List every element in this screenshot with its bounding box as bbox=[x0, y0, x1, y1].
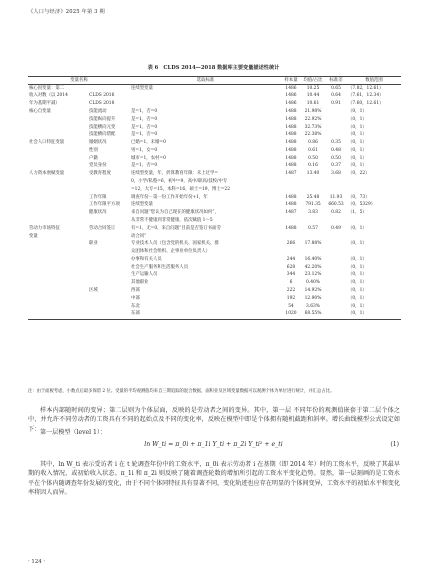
row-subcategory bbox=[88, 186, 130, 194]
equation: ln W_ti = π_0i + π_1i Y_ti + π_2i Y_ti² + e_ti bbox=[144, 441, 283, 448]
row-std-dev: 0.65 bbox=[331, 85, 341, 91]
row-range: （0，73） bbox=[348, 194, 370, 200]
row-category bbox=[28, 303, 88, 311]
row-mean-share bbox=[301, 217, 325, 225]
row-range: （0，1） bbox=[348, 116, 367, 122]
table-row bbox=[28, 295, 401, 303]
row-category bbox=[28, 124, 88, 132]
row-definition: 男=1，女=0 bbox=[131, 147, 158, 153]
row-std-dev bbox=[325, 186, 347, 194]
row-definition: 办事和有关人员 bbox=[131, 256, 162, 262]
row-sample-size: 1486 bbox=[285, 85, 297, 91]
row-mean-share: 10.61 bbox=[306, 101, 320, 107]
row-category bbox=[28, 272, 88, 280]
row-subcategory bbox=[88, 217, 130, 225]
col-header-range: 数值范围 bbox=[347, 77, 401, 85]
row-sample-size bbox=[281, 217, 301, 225]
row-subcategory: 工作年限平方项 bbox=[89, 202, 120, 208]
table-row bbox=[28, 101, 401, 109]
row-std-dev: 0.91 bbox=[331, 101, 341, 107]
section-heading: 第一层模型（level 1）： bbox=[40, 429, 107, 436]
table-row bbox=[28, 132, 401, 140]
row-mean-share: 0.61 bbox=[308, 147, 318, 153]
row-range: （7.61，12.34） bbox=[348, 93, 384, 99]
row-category: 年为基期平减） bbox=[29, 101, 60, 107]
row-std-dev: 660.53 bbox=[328, 202, 344, 208]
row-definition: 动合同” bbox=[131, 233, 147, 239]
table-row bbox=[28, 280, 401, 288]
row-mean-share: 25.48 bbox=[306, 194, 320, 200]
row-definition: 连续型变量 bbox=[131, 85, 153, 91]
row-range bbox=[347, 186, 401, 194]
row-definition: 西部 bbox=[131, 287, 140, 293]
row-subcategory: 户籍 bbox=[89, 155, 98, 161]
row-sample-size bbox=[281, 248, 301, 256]
row-definition: 来自问题“您认为自己现在的健康状况如何”， bbox=[131, 210, 219, 216]
row-std-dev bbox=[325, 178, 347, 186]
page-number: · 124 · bbox=[28, 559, 46, 565]
row-std-dev bbox=[325, 295, 347, 303]
row-subcategory bbox=[88, 272, 130, 280]
row-definition: 城市=1，农村=0 bbox=[131, 155, 166, 161]
row-sample-size: 1488 bbox=[285, 202, 297, 208]
row-subcategory: 技能横向元变 bbox=[89, 124, 116, 130]
table-note: 注：由于面板考虑，小数点后最多保留 2 位。受量的平均观测值均来自三期追踪的混合数据，面积业及区域变量数据可以观测个体为单位进行统计，并汇总占比。 bbox=[28, 389, 335, 394]
row-std-dev bbox=[325, 311, 347, 319]
table-row bbox=[28, 264, 401, 272]
row-std-dev bbox=[325, 280, 347, 288]
body-paragraph: 样本内部随时间的变异；第二层则为个体层面，反映的是劳动者之间的变异。其中，第一层 不同年份的观测值嵌套于第二层个体之中，并允许不同劳动者的工资具有不同的起始点及不同的变化率，反映在模型中即是个体拥有随机截距和斜率。增长曲线模型公式设定如下： bbox=[28, 407, 400, 433]
row-sample-size: 1486 bbox=[285, 101, 297, 107]
table-row bbox=[28, 272, 401, 280]
row-sample-size: 244 bbox=[286, 256, 296, 262]
row-definition: 东部 bbox=[130, 311, 281, 319]
row-mean-share: 23.12% bbox=[304, 272, 322, 278]
row-std-dev: 0.37 bbox=[331, 163, 341, 169]
table-row bbox=[28, 311, 401, 319]
row-mean-share: 0.86 bbox=[308, 140, 318, 146]
row-range: （7.82，12.61） bbox=[348, 85, 384, 91]
body-paragraph: 其中，ln W_ti 表示受访者 i 在 t 轮调查年份中的工资水平，π_0i 表示劳动者 i 在基期（即 2014 年）时的工资水平，反映了其最早期的收入情况，或初始收入状态。π_1i 和 π_2i 则反映了随着调查轮数的增加所引起的工资水平变化趋势。显然，第一层刻画的是工资水平在个体内随调查年份发展的变化，由于不同个体同特征具有显著不同，变化轨迹也应存在明显的个体间变异，工资水平的初始水平和变化率将因人而异。 bbox=[28, 461, 400, 497]
row-category bbox=[28, 178, 88, 186]
row-std-dev bbox=[325, 287, 347, 295]
table-row bbox=[28, 108, 401, 116]
descriptive-statistics-table bbox=[28, 76, 401, 320]
row-category bbox=[28, 248, 88, 256]
row-range bbox=[347, 217, 401, 225]
row-mean-share bbox=[301, 248, 325, 256]
row-sample-size: 1488 bbox=[285, 132, 297, 138]
row-std-dev bbox=[325, 264, 347, 272]
row-definition: 从非常不健康到非常健康，依次赋值 1～5 bbox=[131, 217, 213, 223]
row-category: 核心自变量 bbox=[29, 109, 51, 114]
row-sample-size bbox=[281, 178, 301, 186]
row-mean-share: 21.98% bbox=[304, 109, 322, 114]
row-sample-size: 1488 bbox=[285, 140, 297, 146]
row-mean-share: 22.92% bbox=[304, 116, 322, 122]
row-mean-share: 10.44 bbox=[306, 93, 320, 99]
table-row bbox=[28, 178, 401, 186]
table-row bbox=[28, 186, 401, 194]
row-mean-share: 0.40% bbox=[306, 280, 320, 286]
row-std-dev: 0.48 bbox=[331, 147, 341, 153]
row-category bbox=[28, 287, 88, 295]
row-sample-size: 6 bbox=[289, 280, 293, 286]
table-row bbox=[28, 303, 401, 311]
row-mean-share: 68.55% bbox=[301, 311, 325, 319]
row-subcategory: 婚姻状况 bbox=[89, 140, 107, 146]
row-std-dev bbox=[325, 241, 347, 249]
row-category bbox=[28, 295, 88, 303]
row-mean-share: 791.35 bbox=[305, 202, 321, 208]
row-sample-size: 1488 bbox=[285, 194, 297, 200]
table-row bbox=[28, 248, 401, 256]
table-row bbox=[28, 225, 401, 233]
row-range: （0，1） bbox=[348, 295, 367, 301]
row-mean-share: 3.63% bbox=[306, 303, 320, 309]
col-header-variable: 变量名称 bbox=[28, 77, 130, 85]
equation-number: (1) bbox=[390, 441, 399, 448]
row-subcategory bbox=[88, 295, 130, 303]
row-std-dev: 11.93 bbox=[329, 194, 343, 200]
row-range: （0，1） bbox=[348, 140, 367, 146]
table-row bbox=[28, 163, 401, 171]
row-subcategory: 技能纵向提升 bbox=[89, 116, 116, 122]
row-category bbox=[28, 194, 88, 202]
table-row bbox=[28, 256, 401, 264]
row-subcategory: 劳动合同签订 bbox=[89, 225, 116, 231]
row-category bbox=[28, 241, 88, 249]
row-category bbox=[28, 155, 88, 163]
row-sample-size: 344 bbox=[286, 272, 296, 278]
row-category bbox=[28, 256, 88, 264]
row-definition: 社会生产服务和生活服务人员 bbox=[131, 264, 189, 270]
row-std-dev bbox=[325, 217, 347, 225]
row-mean-share: 10.25 bbox=[306, 85, 320, 91]
table-row bbox=[28, 287, 401, 295]
row-range: （0，1） bbox=[348, 264, 367, 270]
row-subcategory: 技能横向错配 bbox=[89, 132, 116, 138]
row-subcategory: 健康状况 bbox=[89, 210, 107, 216]
row-sample-size: 1486 bbox=[285, 93, 297, 99]
row-definition: 中部 bbox=[131, 295, 140, 301]
row-mean-share: 0.57 bbox=[308, 225, 318, 231]
row-definition: 是=1，否=0 bbox=[131, 163, 158, 169]
row-sample-size: 222 bbox=[286, 287, 296, 293]
row-sample-size: 1488 bbox=[285, 124, 297, 130]
row-sample-size bbox=[281, 186, 301, 194]
row-std-dev bbox=[325, 256, 347, 264]
row-subcategory: 工作年限 bbox=[89, 194, 107, 200]
row-mean-share: 17.88% bbox=[304, 241, 322, 247]
row-subcategory: 党员身份 bbox=[89, 163, 107, 169]
row-category bbox=[28, 132, 88, 140]
row-range: （0，1） bbox=[348, 132, 367, 138]
row-std-dev bbox=[325, 108, 347, 116]
row-std-dev: 0.35 bbox=[331, 140, 341, 146]
table-row bbox=[28, 241, 401, 249]
row-mean-share: 12.90% bbox=[304, 295, 322, 301]
row-definition: 是=1，否=0 bbox=[131, 116, 158, 122]
row-mean-share: 22.38% bbox=[304, 132, 322, 138]
row-category: 人力资本禀赋变量 bbox=[29, 171, 65, 177]
row-range: （0，1） bbox=[348, 124, 367, 130]
row-subcategory bbox=[88, 85, 130, 93]
row-category bbox=[28, 217, 88, 225]
row-range: （0，1） bbox=[348, 303, 367, 309]
row-sample-size: 628 bbox=[286, 264, 296, 270]
row-mean-share bbox=[301, 186, 325, 194]
row-category: 社会人口特征变量 bbox=[29, 140, 65, 146]
row-range: （0，1） bbox=[348, 225, 367, 231]
table-row bbox=[28, 217, 401, 225]
row-definition: 其他职业 bbox=[131, 280, 149, 286]
row-sample-size: 1487 bbox=[285, 171, 297, 177]
row-sample-size: 266 bbox=[286, 241, 296, 247]
row-mean-share: 3.83 bbox=[308, 210, 318, 216]
table-header-row bbox=[28, 77, 401, 85]
row-std-dev bbox=[325, 303, 347, 311]
row-definition: 是=1，否=0 bbox=[131, 132, 158, 138]
row-definition: 众团体和社会组织、企事业单位负责人） bbox=[131, 249, 211, 255]
row-category bbox=[28, 264, 88, 272]
row-std-dev: 0.64 bbox=[331, 93, 341, 99]
row-mean-share: 0.50 bbox=[308, 155, 318, 161]
row-sample-size: 1020 bbox=[281, 311, 301, 319]
row-subcategory: 受教育程度 bbox=[89, 171, 111, 177]
row-mean-share: 0.16 bbox=[308, 163, 318, 169]
row-mean-share: 42.20% bbox=[304, 264, 322, 270]
row-subcategory: 职业 bbox=[89, 241, 98, 247]
row-std-dev bbox=[325, 116, 347, 124]
row-range: （0，1） bbox=[348, 280, 367, 286]
table-row bbox=[28, 194, 401, 202]
row-mean-share: 32.73% bbox=[304, 124, 322, 130]
row-std-dev bbox=[325, 132, 347, 140]
row-range: （0，1） bbox=[348, 241, 367, 247]
col-header-n: 样本量 bbox=[281, 77, 301, 85]
row-category bbox=[28, 116, 88, 124]
row-subcategory bbox=[88, 256, 130, 264]
row-definition: 是=1，否=0 bbox=[131, 124, 158, 130]
row-mean-share bbox=[301, 178, 325, 186]
row-range: （0，1） bbox=[348, 272, 367, 278]
row-definition: =12，大专=15，本科=16，硕士=19，博士=22 bbox=[131, 186, 231, 192]
row-definition: 专业技术人员（包含党的机关、国家机关、群 bbox=[131, 241, 219, 247]
table-row bbox=[28, 85, 401, 93]
col-header-definition: 选取标准 bbox=[130, 77, 281, 85]
row-sample-size: 1487 bbox=[285, 210, 297, 216]
row-subcategory: 区域 bbox=[89, 287, 98, 293]
row-subcategory: CLDS 2018 bbox=[89, 101, 115, 107]
row-definition bbox=[130, 93, 281, 101]
row-sample-size: 1488 bbox=[285, 147, 297, 153]
row-subcategory bbox=[88, 311, 130, 319]
row-mean-share: 16.40% bbox=[304, 256, 322, 262]
row-sample-size: 54 bbox=[288, 303, 294, 309]
row-category: 变量 bbox=[29, 233, 38, 239]
col-header-sd: 标准差 bbox=[325, 77, 347, 85]
row-subcategory bbox=[88, 303, 130, 311]
table-body bbox=[28, 85, 401, 319]
row-sample-size: 1488 bbox=[285, 225, 297, 231]
row-definition: 有=1，无=0，来自问题“目前是否签订书面劳 bbox=[131, 225, 221, 231]
table-title: 表 6 CLDS 2014—2018 数据库主要变量描述性统计 bbox=[147, 65, 280, 71]
row-std-dev bbox=[325, 233, 347, 241]
row-subcategory bbox=[88, 233, 130, 241]
row-std-dev: 0.49 bbox=[331, 225, 341, 231]
row-range: （0，1） bbox=[348, 147, 367, 153]
row-std-dev bbox=[325, 248, 347, 256]
row-range: （7.60，12.61） bbox=[348, 101, 384, 107]
row-subcategory bbox=[88, 248, 130, 256]
table-row bbox=[28, 140, 401, 148]
row-range bbox=[347, 178, 401, 186]
row-definition: 连续型变量 bbox=[131, 202, 153, 208]
table-row bbox=[28, 93, 401, 101]
row-subcategory: 技能流动 bbox=[89, 109, 107, 114]
table-row bbox=[28, 210, 401, 218]
row-category bbox=[28, 210, 88, 218]
row-range: （0，1） bbox=[348, 287, 367, 293]
table-row bbox=[28, 233, 401, 241]
table-row bbox=[28, 155, 401, 163]
row-definition: 调查年份－第一份工作开始年份+1，年 bbox=[131, 194, 208, 200]
running-head: 《人口与经济》2025 年第 3 期 bbox=[28, 9, 105, 15]
row-definition: 0，小学/私塾=6，初中=9，高中/职高/技校/中专 bbox=[131, 179, 228, 185]
row-definition: 东北 bbox=[131, 303, 140, 309]
row-category: 核心因变量：第二 bbox=[29, 85, 65, 91]
row-range: （0，1） bbox=[348, 163, 367, 169]
row-sample-size: 1488 bbox=[285, 155, 297, 161]
row-range: （0，1） bbox=[347, 311, 401, 319]
row-sample-size: 1488 bbox=[285, 116, 297, 122]
row-category bbox=[28, 311, 88, 319]
row-range: （0，5329） bbox=[348, 202, 376, 208]
row-range bbox=[347, 233, 401, 241]
table-row bbox=[28, 202, 401, 210]
row-category bbox=[28, 280, 88, 288]
table-row bbox=[28, 147, 401, 155]
row-std-dev bbox=[325, 124, 347, 132]
table-row bbox=[28, 171, 401, 179]
row-subcategory: 性别 bbox=[89, 147, 98, 153]
row-subcategory bbox=[88, 178, 130, 186]
row-subcategory bbox=[88, 264, 130, 272]
row-std-dev: 0.50 bbox=[331, 155, 341, 161]
table-row bbox=[28, 124, 401, 132]
row-definition: 是=1，否=0 bbox=[131, 109, 158, 114]
row-definition bbox=[130, 101, 281, 109]
row-range: （0，1） bbox=[348, 109, 367, 114]
row-sample-size: 192 bbox=[286, 295, 296, 301]
row-std-dev: 3.68 bbox=[331, 171, 341, 177]
row-sample-size: 1488 bbox=[285, 163, 297, 169]
row-sample-size: 1488 bbox=[285, 109, 297, 114]
row-range bbox=[347, 248, 401, 256]
row-range: （0，1） bbox=[348, 256, 367, 262]
row-range: （1，5） bbox=[348, 210, 367, 216]
row-mean-share: 13.40 bbox=[306, 171, 320, 177]
row-std-dev: 0.82 bbox=[331, 210, 341, 216]
row-category: 劳动力市场特征 bbox=[29, 225, 60, 231]
row-mean-share: 14.92% bbox=[304, 287, 322, 293]
row-category bbox=[28, 186, 88, 194]
row-definition: 连续型变量，年，折算教育年限：未上过学= bbox=[131, 171, 219, 177]
row-category bbox=[28, 163, 88, 171]
row-subcategory bbox=[88, 280, 130, 288]
row-category: 收入对数（以 2014 bbox=[29, 93, 68, 99]
table-row bbox=[28, 116, 401, 124]
row-mean-share bbox=[301, 233, 325, 241]
col-header-share: 均值/占比 bbox=[301, 77, 325, 85]
row-definition: 生产运输人员 bbox=[131, 272, 158, 278]
row-range: （0，22） bbox=[348, 171, 370, 177]
row-std-dev bbox=[325, 272, 347, 280]
row-definition: 已婚=1，未婚=0 bbox=[131, 140, 166, 146]
row-category bbox=[28, 147, 88, 155]
row-subcategory: CLDS 2016 bbox=[89, 93, 115, 99]
row-range: （0，1） bbox=[348, 155, 367, 161]
row-category bbox=[28, 202, 88, 210]
row-sample-size bbox=[281, 233, 301, 241]
